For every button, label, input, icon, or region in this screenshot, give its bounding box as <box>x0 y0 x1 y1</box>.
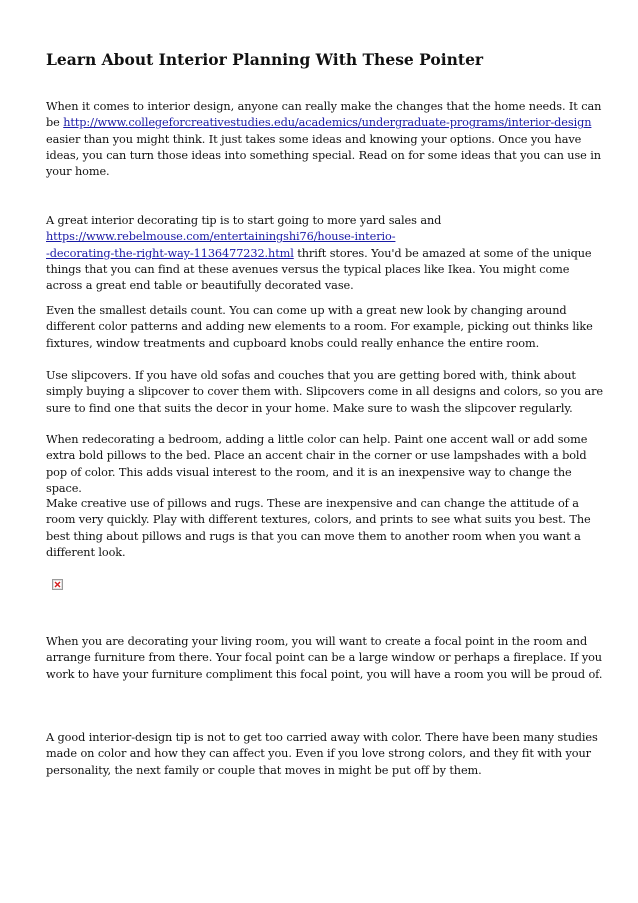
link-college-interior-design[interactable]: http://www.collegeforcreativestudies.edu/academics/undergraduate-programs/interior-design <box>63 116 592 130</box>
paragraph-intro <box>46 99 606 180</box>
paragraph-living-room: When you are decorating your living room, you will want to create a focal point in the room and arrange furniture from there. Your focal point can be a large window or perhaps a fireplace. If you work to have your furniture compliment this focal point, you will have a room you will be proud of. <box>46 635 603 681</box>
link-rebelmouse-part1[interactable]: https://www.rebelmouse.com/entertainingshi76/house-interio- <box>46 230 396 244</box>
paragraph-intro-text-b: easier than you might think. It just takes some ideas and knowing your options. Once you have ideas, you can turn those ideas into something special. Read on for some ideas that you can use in your home. <box>46 132 601 179</box>
paragraph-pillows-rugs: Make creative use of pillows and rugs. These are inexpensive and can change the attitude of a room very quickly. Play with different textures, colors, and prints to see what suits you best. The best thing about pillows and rugs is that you can move them to another room when you want a different look. <box>46 497 591 559</box>
paragraph-intro-text-a: When it comes to interior design, anyone can really make the changes that the home needs. It can be <box>46 100 602 130</box>
broken-image-icon <box>52 579 63 590</box>
page-title: Learn About Interior Planning With These Pointer <box>46 50 484 69</box>
paragraph-color-tip: A good interior-design tip is not to get too carried away with color. There have been many studies made on color and how they can affect you. Even if you love strong colors, and they fit with your personality, the next family or couple that moves in might be put off by them. <box>46 731 598 777</box>
paragraph-yard-sales <box>46 213 606 294</box>
link-rebelmouse-part2[interactable]: -decorating-the-right-way-1136477232.html <box>46 246 294 260</box>
paragraph-slipcovers: Use slipcovers. If you have old sofas and couches that you are getting bored with, think about simply buying a slipcover to cover them with. Slipcovers come in all designs and colors, so you are sure to find one that suits the decor in your home. Make sure to wash the slipcover regularly. <box>46 369 603 415</box>
paragraph-yard-sales-text-a: A great interior decorating tip is to start going to more yard sales and <box>46 214 442 227</box>
paragraph-bedroom: When redecorating a bedroom, adding a little color can help. Paint one accent wall or add some extra bold pillows to the bed. Place an accent chair in the corner or use lampshades with a bold pop of color. This adds visual interest to the room, and it is an inexpensive way to change the space. <box>46 433 588 495</box>
paragraph-yard-sales-text-b: thrift stores. You'd be amazed at some of the unique things that you can find at these avenues versus the typical places like Ikea. You might come across a great end table or beautifully decorated vase. <box>46 246 592 293</box>
paragraph-details: Even the smallest details count. You can come up with a great new look by changing around different color patterns and adding new elements to a room. For example, picking out thinks like fixtures, window treatments and cupboard knobs could really enhance the entire room. <box>46 304 593 350</box>
